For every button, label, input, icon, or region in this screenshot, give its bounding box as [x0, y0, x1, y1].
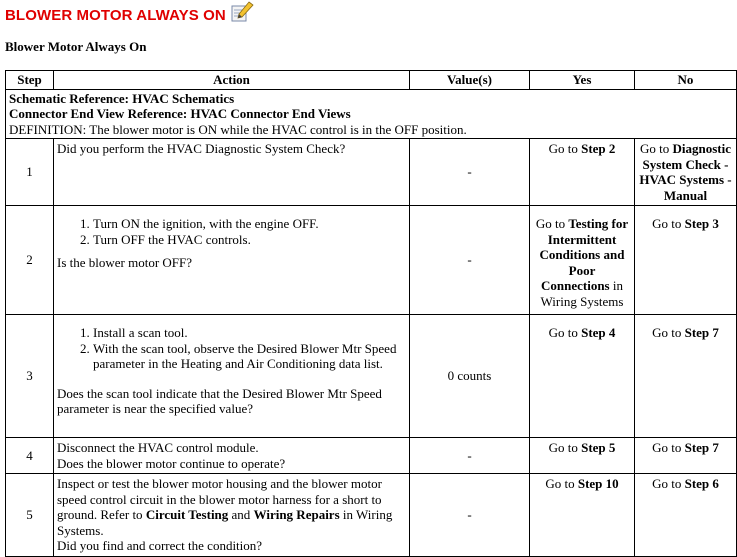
column-header-values: Value(s)	[410, 71, 530, 90]
no-prefix: Go to	[652, 440, 685, 455]
action-item: 2. Turn OFF the HVAC controls.	[93, 232, 406, 248]
yes-link[interactable]: Step 5	[581, 440, 616, 455]
yes-prefix: Go to	[548, 440, 582, 455]
step-number: 5	[6, 474, 54, 557]
yes-prefix: Go to	[548, 325, 582, 340]
no-link[interactable]: Step 7	[684, 440, 719, 455]
step-number: 2	[6, 206, 54, 315]
action-list	[57, 216, 406, 247]
action-item: 2. With the scan tool, observe the Desired Blower Mtr Speed parameter in the Heating and Air Conditioning data list.	[93, 341, 406, 372]
no-prefix: Go to	[652, 476, 685, 491]
edit-note-icon[interactable]	[230, 1, 254, 23]
reference-row	[6, 89, 737, 139]
step-number: 4	[6, 438, 54, 474]
yes-link[interactable]: Step 10	[577, 476, 619, 491]
no-cell	[635, 438, 737, 474]
page-title	[5, 4, 254, 26]
yes-link[interactable]: Step 4	[581, 325, 616, 340]
action-text-part: Inspect or test the blower motor housing and the blower motor speed control circuit in the blower motor harness for a short to ground. Refer to	[57, 476, 382, 522]
no-prefix: Go to	[640, 141, 673, 156]
action-text	[57, 476, 406, 538]
action-cell	[54, 206, 410, 315]
no-prefix: Go to	[652, 325, 685, 340]
yes-suffix: in Wiring Systems	[540, 278, 624, 309]
no-link[interactable]: Diagnostic System Check - HVAC Systems - Manual	[639, 141, 732, 203]
action-question: Does the scan tool indicate that the Desired Blower Mtr Speed parameter is near the specified value?	[57, 385, 382, 416]
action-question: Did you perform the HVAC Diagnostic System Check?	[57, 141, 346, 156]
column-header-step: Step	[6, 71, 54, 90]
no-cell	[635, 315, 737, 438]
yes-cell	[530, 315, 635, 438]
column-header-no: No	[635, 71, 737, 90]
yes-prefix: Go to	[535, 216, 569, 231]
no-prefix: Go to	[652, 216, 685, 231]
action-item: 1. Turn ON the ignition, with the engine OFF.	[93, 216, 406, 232]
action-cell	[54, 438, 410, 474]
table-row	[6, 206, 737, 315]
table-row	[6, 474, 737, 557]
yes-prefix: Go to	[548, 141, 582, 156]
value-cell: -	[410, 206, 530, 315]
value-cell: -	[410, 139, 530, 206]
yes-link[interactable]: Testing for Intermittent Conditions and Poor Connections	[539, 216, 629, 293]
yes-cell	[530, 206, 635, 315]
action-cell	[54, 474, 410, 557]
column-header-action: Action	[54, 71, 410, 90]
value-cell: -	[410, 438, 530, 474]
connector-reference: Connector End View Reference: HVAC Connector End Views	[9, 106, 351, 121]
diagnostic-table	[5, 70, 737, 557]
no-link[interactable]: Step 7	[684, 325, 719, 340]
yes-cell	[530, 139, 635, 206]
action-text: Disconnect the HVAC control module.	[57, 440, 259, 455]
no-link[interactable]: Step 6	[684, 476, 719, 491]
yes-cell	[530, 474, 635, 557]
yes-cell	[530, 438, 635, 474]
table-row	[6, 139, 737, 206]
no-cell	[635, 139, 737, 206]
value-cell: -	[410, 474, 530, 557]
page-title-text: BLOWER MOTOR ALWAYS ON	[5, 6, 226, 24]
yes-prefix: Go to	[545, 476, 578, 491]
no-cell	[635, 474, 737, 557]
action-question: Is the blower motor OFF?	[57, 255, 193, 270]
reference-cell	[6, 89, 737, 139]
circuit-testing-link[interactable]: Circuit Testing	[145, 507, 229, 522]
value-cell: 0 counts	[410, 315, 530, 438]
schematic-reference: Schematic Reference: HVAC Schematics	[9, 90, 235, 106]
definition-text: DEFINITION: The blower motor is ON while the HVAC control is in the OFF position.	[9, 121, 467, 137]
table-row	[6, 438, 737, 474]
action-question: Did you find and correct the condition?	[57, 538, 263, 553]
no-link[interactable]: Step 3	[684, 216, 719, 231]
action-text-part: and	[228, 507, 254, 522]
yes-link[interactable]: Step 2	[581, 141, 616, 156]
action-cell	[54, 139, 410, 206]
wiring-repairs-link[interactable]: Wiring Repairs	[253, 507, 340, 522]
section-subtitle: Blower Motor Always On	[5, 39, 147, 54]
table-header-row	[6, 71, 737, 90]
step-number: 3	[6, 315, 54, 438]
action-cell	[54, 315, 410, 438]
action-question: Does the blower motor continue to operate?	[57, 455, 286, 471]
step-number: 1	[6, 139, 54, 206]
table-row	[6, 315, 737, 438]
column-header-yes: Yes	[530, 71, 635, 90]
action-text-part: in Wiring Systems.	[57, 507, 393, 538]
action-item: 1. Install a scan tool.	[93, 325, 406, 341]
no-cell	[635, 206, 737, 315]
action-list	[57, 325, 406, 372]
